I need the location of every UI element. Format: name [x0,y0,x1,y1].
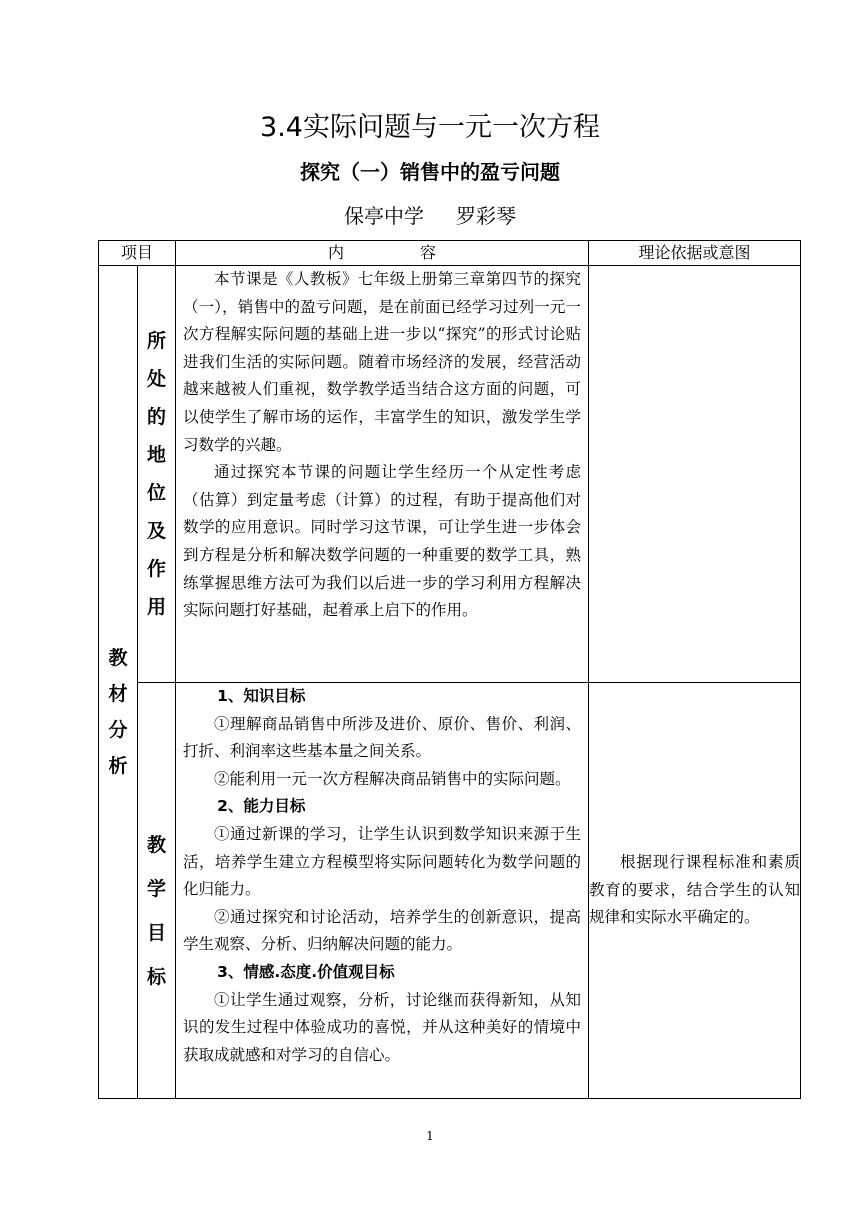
header-theory: 理论依据或意图 [589,241,801,266]
emotion-item-1: ①让学生通过观察，分析，讨论继而获得新知，从知识的发生过程中体验成功的喜悦，并从这种美好的情境中获取成就感和对学习的自信心。 [183,990,582,1064]
goals-label-cell [138,683,176,1099]
goals-content-cell [176,683,589,1099]
goals-content [176,683,588,1069]
knowledge-heading: 1、知识目标 [217,687,306,705]
header-content-b: 容 [420,243,437,262]
table-header-row [99,241,801,266]
page-number: 1 [426,1129,434,1143]
goals-theory-cell [589,683,801,1099]
goals-label: 教学目标 [147,833,167,988]
role-theory-cell [589,266,801,683]
ability-item-1: ①通过新课的学习，让学生认识到数学知识来源于生活，培养学生建立方程模型将实际问题转化为数学问题的化归能力。 [183,824,582,899]
role-paragraph-2: 通过探究本节课的问题让学生经历一个从定性考虑（估算）到定量考虑（计算）的过程，有助于提高他们对数学的应用意识。同时学习这节课，可让学生进一步体会到方程是分析和解决数学问题的一种重要的数学工具，熟练掌握思维方法可为我们以后进一步的学习利用方程解决实际问题打好基础，起着承上启下的作用。 [183,463,582,620]
emotion-heading: 3、情感.态度.价值观目标 [217,962,395,981]
goals-theory: 根据现行课程标准和素质教育的要求，结合学生的认知规律和实际水平确定的。 [589,853,801,927]
role-paragraph-1: 本节课是《人教板》七年级上册第三章第四节的探究（一），销售中的盈亏问题，是在前面已经学习过列一元一次方程解实际问题的基础上进一步以“探究”的形式讨论贴进我们生活的实际问题。随着市场经济的发展，经营活动越来越被人们重视，数学教学适当结合这方面的问题，可以使学生了解市场的运作，丰富学生的知识，激发学生学习数学的兴趣。 [183,270,582,454]
section-label-cell [99,266,138,1099]
knowledge-item-1: ①理解商品销售中所涉及进价、原价、售价、利润、打折、利润率这些基本量之间关系。 [183,714,582,761]
author-line [0,200,860,232]
school-name: 保亭中学 [344,204,424,228]
ability-heading: 2、能力目标 [217,797,306,816]
header-content [176,241,589,266]
knowledge-item-2: ②能利用一元一次方程解决商品销售中的实际问题。 [214,769,571,788]
teacher-name: 罗彩琴 [456,204,516,228]
role-label-cell [138,266,176,683]
role-content [176,266,588,625]
document-title: 3.4实际问题与一元一次方程 [260,112,600,143]
header-item: 项目 [99,241,176,266]
table-row-role [99,266,801,683]
header-content-a: 内 [328,243,345,262]
document-subtitle: 探究（一）销售中的盈亏问题 [300,160,560,184]
table-row-goals [99,683,801,1099]
section-label: 教材分析 [108,647,128,777]
role-label: 所处的地位及作用 [147,330,167,618]
ability-item-2: ②通过探究和讨论活动，培养学生的创新意识，提高学生观察、分析、归纳解决问题的能力。 [183,907,582,954]
role-content-cell [176,266,589,683]
lesson-plan-table [98,240,801,1099]
